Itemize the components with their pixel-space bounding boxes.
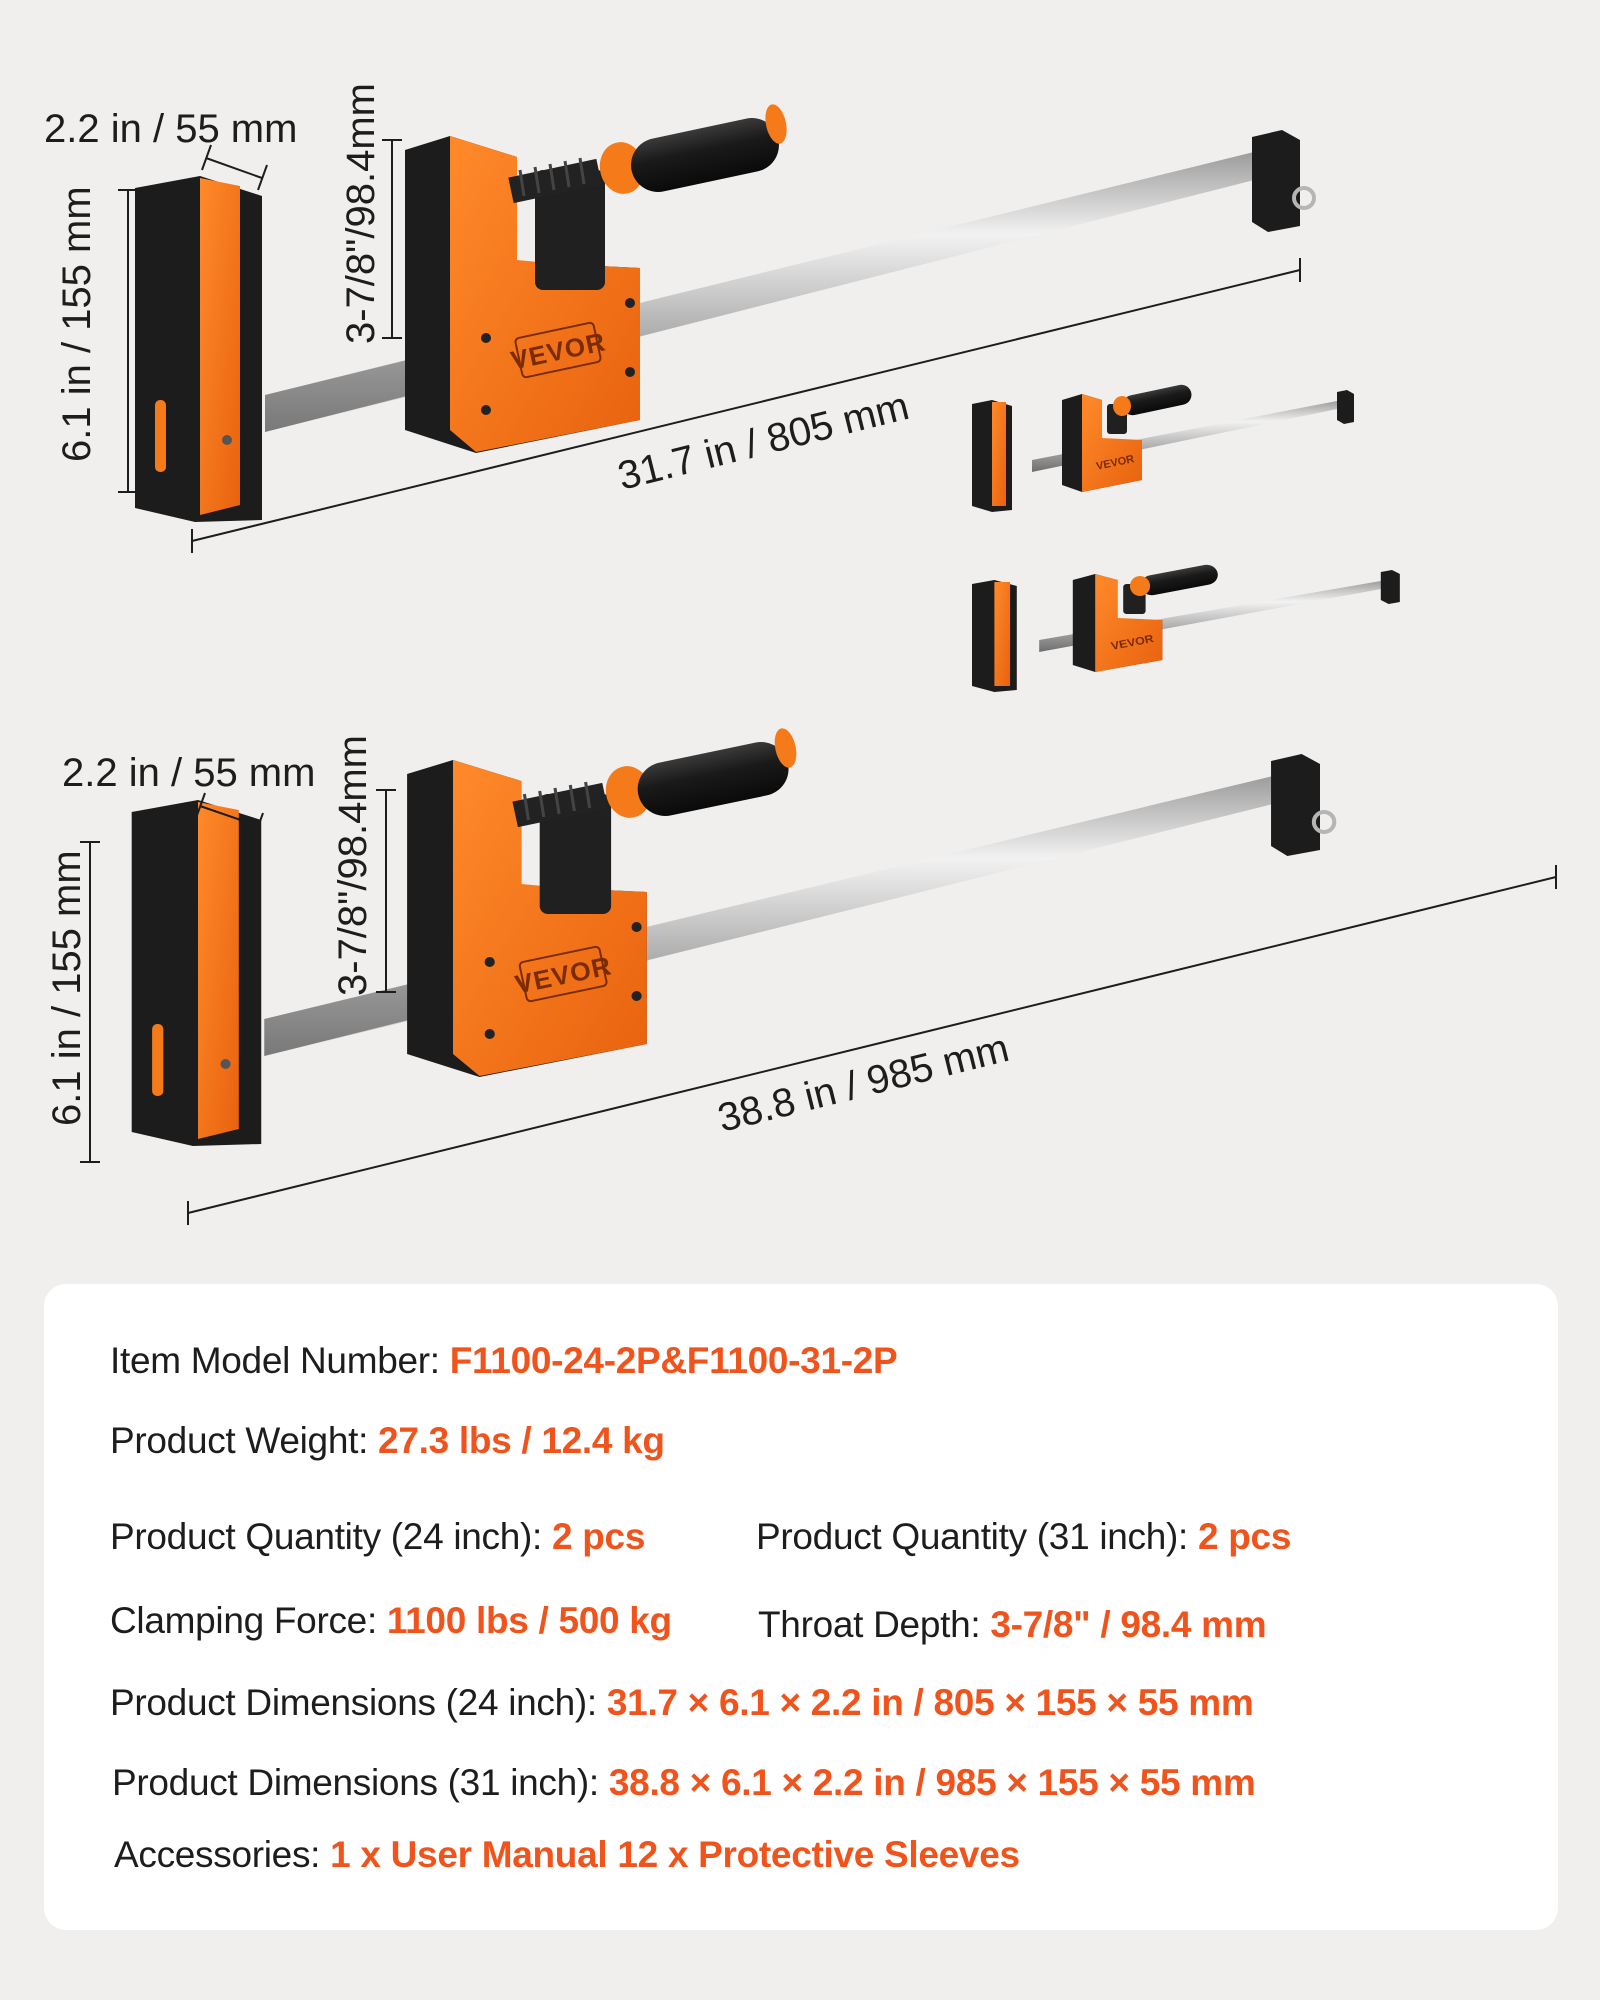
- thumbnail-clamp-2: [972, 563, 1400, 692]
- height-label-24: 6.1 in / 155 mm: [55, 186, 99, 462]
- spec-force-value: 1100 lbs / 500 kg: [386, 1600, 672, 1641]
- throat-label-24: 3-7/8"/98.4mm: [339, 83, 383, 344]
- spec-model-label: Item Model Number:: [110, 1340, 450, 1381]
- throat-label-31: 3-7/8"/98.4mm: [331, 735, 375, 996]
- spec-model-value: F1100-24-2P&F1100-31-2P: [449, 1340, 898, 1381]
- spec-qty24-label: Product Quantity (24 inch):: [110, 1516, 552, 1557]
- spec-dims24-label: Product Dimensions (24 inch):: [110, 1682, 607, 1723]
- dimension-lines-31: [80, 790, 1556, 1225]
- spec-dims24-value: 31.7 × 6.1 × 2.2 in / 805 × 155 × 55 mm: [606, 1682, 1254, 1723]
- length-label-24: 31.7 in / 805 mm: [613, 383, 914, 499]
- height-label-31: 6.1 in / 155 mm: [45, 850, 89, 1126]
- spec-dims24: [110, 1682, 1253, 1724]
- spec-weight: [110, 1420, 665, 1462]
- thumbnail-clamp-1: [972, 383, 1354, 512]
- spec-qty31-value: 2 pcs: [1197, 1516, 1292, 1557]
- spec-model: [110, 1340, 897, 1382]
- product-illustration: VEVOR 2.2 in / 55 mm 6.1 in / 155 mm 3-7/8"/98.4mm 31.7 in / 805 mm 2.2 in / 55 mm 6.1 in / 155 mm 3-7/8"/98.4mm 38.8 in / 985 mm: [0, 0, 1600, 1280]
- spec-qty31: [756, 1516, 1291, 1558]
- spec-throat-value: 3-7/8" / 98.4 mm: [990, 1604, 1267, 1645]
- spec-qty24: [110, 1516, 645, 1558]
- spec-dims31-label: Product Dimensions (31 inch):: [112, 1762, 609, 1803]
- spec-accessories: [114, 1834, 1020, 1876]
- width-label-31: 2.2 in / 55 mm: [62, 751, 316, 795]
- spec-qty31-label: Product Quantity (31 inch):: [756, 1516, 1198, 1557]
- spec-card: [44, 1284, 1558, 1930]
- spec-qty24-value: 2 pcs: [551, 1516, 646, 1557]
- spec-accessories-label: Accessories:: [114, 1834, 331, 1875]
- spec-dims31: [112, 1762, 1255, 1804]
- spec-throat: [758, 1604, 1266, 1646]
- spec-force: [110, 1600, 672, 1642]
- spec-throat-label: Throat Depth:: [758, 1604, 991, 1645]
- spec-weight-value: 27.3 lbs / 12.4 kg: [378, 1420, 665, 1461]
- spec-accessories-value: 1 x User Manual 12 x Protective Sleeves: [330, 1834, 1020, 1875]
- spec-dims31-value: 38.8 × 6.1 × 2.2 in / 985 × 155 × 55 mm: [608, 1762, 1256, 1803]
- spec-weight-label: Product Weight:: [110, 1420, 379, 1461]
- spec-force-label: Clamping Force:: [110, 1600, 387, 1641]
- length-label-31: 38.8 in / 985 mm: [713, 1025, 1014, 1141]
- width-label-24: 2.2 in / 55 mm: [44, 107, 298, 151]
